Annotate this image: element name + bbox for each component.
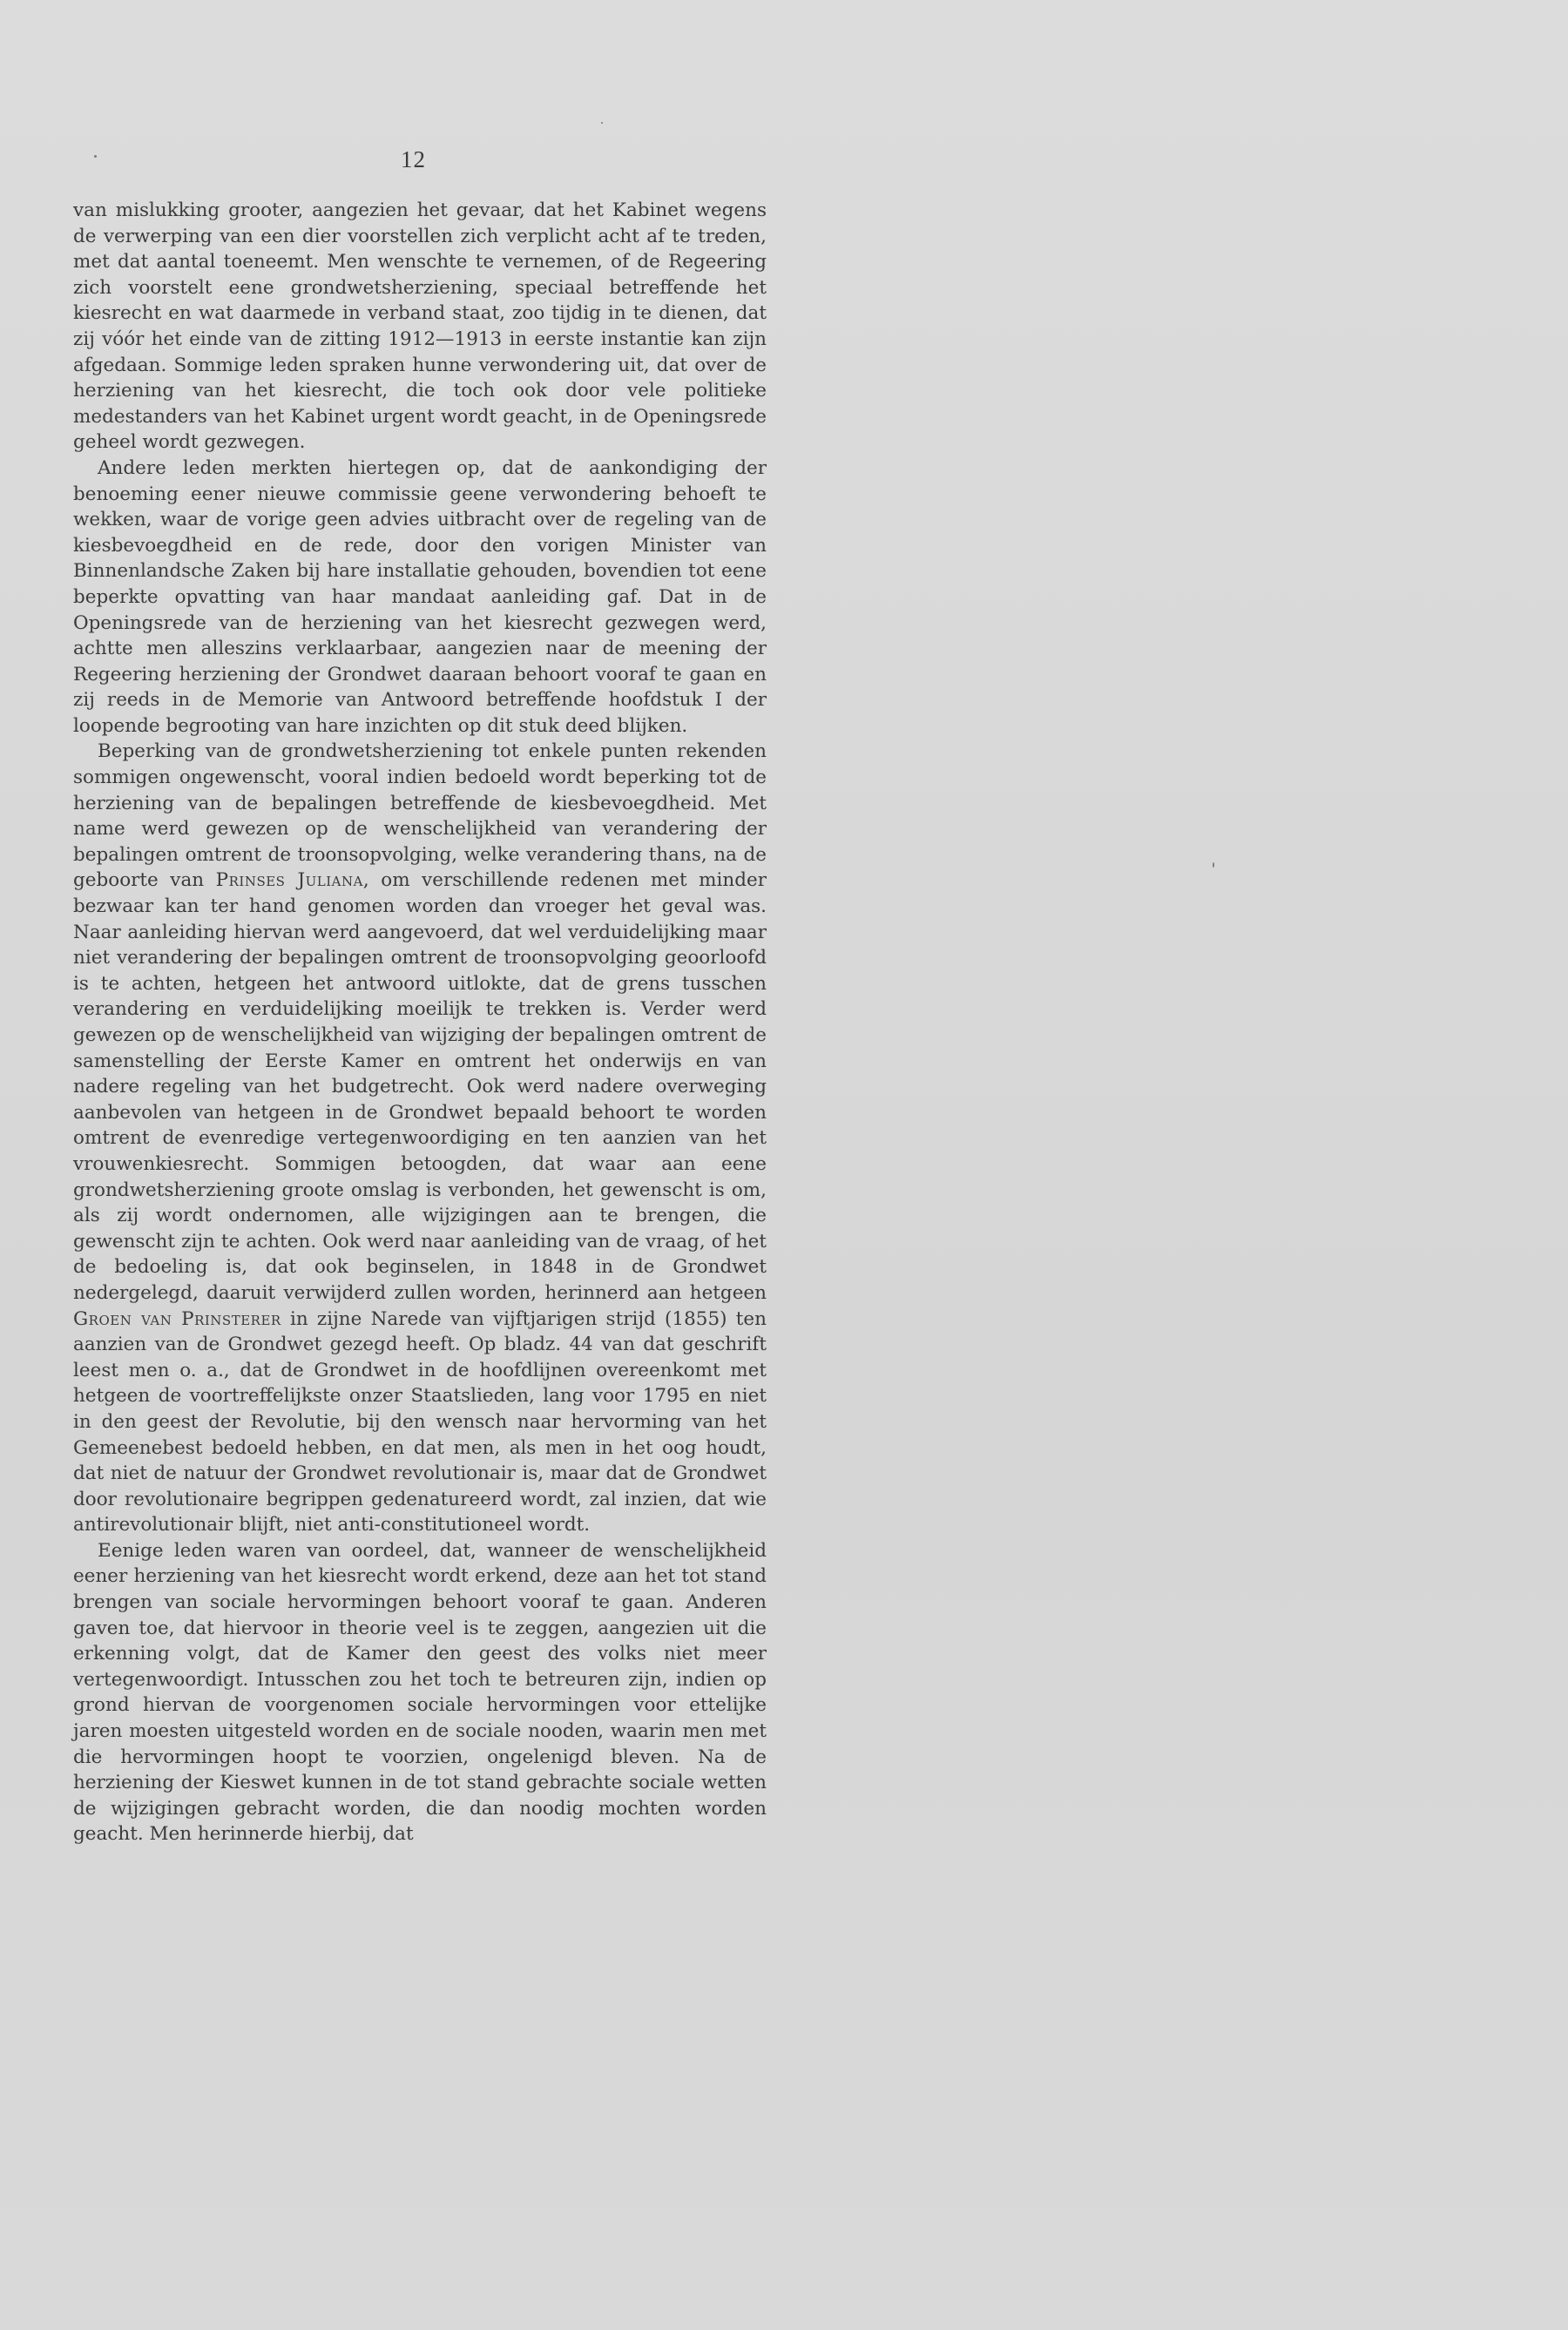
scan-speck (601, 122, 603, 124)
name-groen-van-prinsterer: Groen van Prinsterer (73, 1307, 281, 1330)
paragraph-3-part-1: Beperking van de grondwetsherziening tot enkele punten rekenden sommigen ongewenscht, vooral indien bedoeld wordt beperking tot de herziening van de bepalingen betreffende de kiesbevoegdheid. Met name werd gewezen op de wenschelijkheid van verandering der bepalingen omtrent de troonsopvolging, welke verandering thans, na de geboorte van (73, 740, 767, 892)
paragraph-3 (73, 739, 767, 1537)
page-number: 12 (401, 146, 426, 172)
paragraph-2: Andere leden merkten hiertegen op, dat de aankondiging der benoeming eener nieuwe commissie geene verwondering behoeft te wekken, waar de vorige geen advies uitbracht over de regeling van de kiesbevoegdheid en de rede, door den vorigen Minister van Binnenlandsche Zaken bij hare installatie gehouden, bovendien tot eene beperkte opvatting van haar mandaat aanleiding gaf. Dat in de Openingsrede van de herziening van het kiesrecht gezwegen werd, achtte men alleszins verklaarbaar, aangezien naar de meening der Regeering herziening der Grondwet daaraan behoort vooraf te gaan en zij reeds in de Memorie van Antwoord betreffende hoofdstuk I der loopende begrooting van hare inzichten op dit stuk deed blijken. (73, 456, 767, 737)
scan-speck (94, 155, 97, 158)
paragraph-1: van mislukking grooter, aangezien het gevaar, dat het Kabinet wegens de verwerping van een dier voorstellen zich verplicht acht af te treden, met dat aantal toeneemt. Men wenschte te vernemen, of de Regeering zich voorstelt eene grondwetsherziening, speciaal betreffende het kiesrecht en wat daarmede in verband staat, zoo tijdig in te dienen, dat zij vóór het einde van de zitting 1912—1913 in eerste instantie kan zijn afgedaan. Sommige leden spraken hunne verwondering uit, dat over de herziening van het kiesrecht, die toch ook door vele politieke medestanders van het Kabinet urgent wordt geacht, in de Openingsrede geheel wordt gezwegen. (73, 199, 767, 454)
name-prinses-juliana: Prinses Juliana (215, 869, 363, 892)
paragraph-3-part-2: , om verschillende redenen met minder bezwaar kan ter hand genomen worden dan vroeger het geval was. Naar aanleiding hiervan werd aangevoerd, dat wel verduidelijking maar niet verandering der bepalingen omtrent de troonsopvolging geoorloofd is te achten, hetgeen het antwoord uitlokte, dat de grens tusschen verandering en verduidelijking moeilijk te trekken is. Verder werd gewezen op de wenschelijkheid van wijziging der bepalingen omtrent de samenstelling der Eerste Kamer en omtrent het onderwijs en van nadere regeling van het budgetrecht. Ook werd nadere overweging aanbevolen van hetgeen in de Grondwet bepaald behoort te worden omtrent de evenredige vertegenwoordiging en ten aanzien van het vrouwenkiesrecht. Sommigen betoogden, dat waar aan eene grondwetsherziening groote omslag is verbonden, het gewenscht is om, als zij wordt ondernomen, alle wijzigingen aan te brengen, die gewenscht zijn te achten. Ook werd naar aanleiding van de vraag, of het de bedoeling is, dat ook beginselen, in 1848 in de Grondwet nedergelegd, daaruit verwijderd zullen worden, herinnerd aan hetgeen (73, 869, 767, 1304)
body-text (73, 198, 767, 1847)
paragraph-4: Eenige leden waren van oordeel, dat, wanneer de wenschelijkheid eener herziening van het kiesrecht wordt erkend, deze aan het tot stand brengen van sociale hervormingen behoort vooraf te gaan. Anderen gaven toe, dat hiervoor in theorie veel is te zeggen, aangezien uit die erkenning volgt, dat de Kamer den geest des volks niet meer vertegenwoordigt. Intusschen zou het toch te betreuren zijn, indien op grond hiervan de voorgenomen sociale hervormingen voor ettelijke jaren moesten uitgesteld worden en de sociale nooden, waarin men met die hervormingen hoopt te voorzien, ongelenigd bleven. Na de herziening der Kieswet kunnen in de tot stand gebrachte sociale wetten de wijzigingen gebracht worden, die dan noodig mochten worden geacht. Men herinnerde hierbij, dat (73, 1539, 767, 1846)
scan-speck (1213, 862, 1214, 868)
paragraph-3-part-3: in zijne Narede van vijftjarigen strijd (1855) ten aanzien van de Grondwet gezegd heeft. Op bladz. 44 van dat geschrift leest men o. a., dat de Grondwet in de hoofdlijnen overeenkomt met hetgeen de voortreffelijkste onzer Staatslieden, lang voor 1795 en niet in den geest der Revolutie, bij den wensch naar hervorming van het Gemeenebest bedoeld hebben, en dat men, als men in het oog houdt, dat niet de natuur der Grondwet revolutionair is, maar dat de Grondwet door revolutionaire begrippen gedenatureerd wordt, zal inzien, dat wie antirevolutionair blijft, niet anti-constitutioneel wordt. (73, 1307, 767, 1536)
